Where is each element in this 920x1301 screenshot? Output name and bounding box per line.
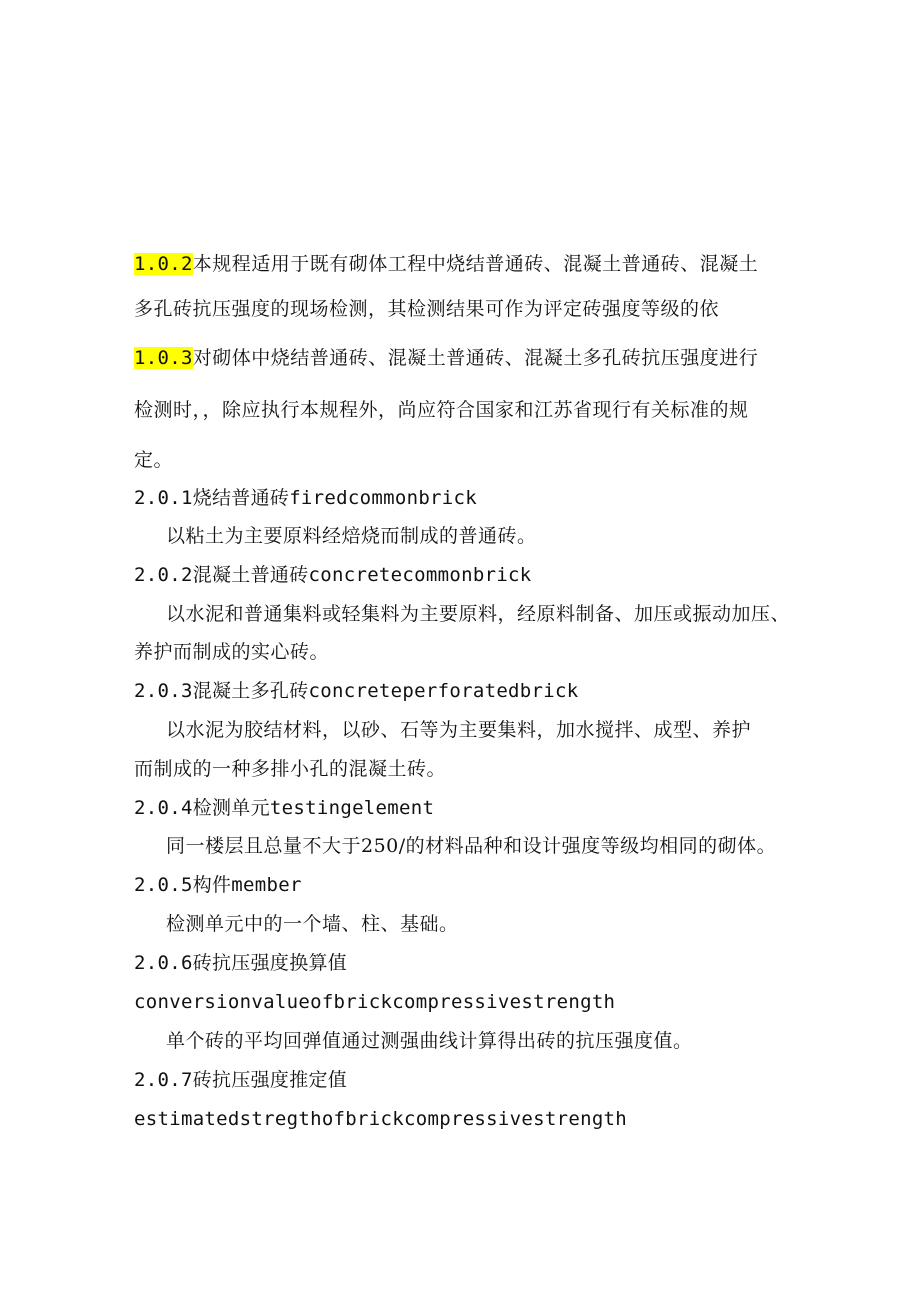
- clause-1-0-3-line-2: 检测时，，除应执行本规程外，尚应符合国家和江苏省现行有关标准的规: [134, 399, 749, 421]
- term-heading: 2.0.2混凝土普通砖concretecommonbrick: [134, 564, 532, 586]
- clause-text: 对砌体中烧结普通砖、混凝土普通砖、混凝土多孔砖抗压强度进行: [192, 347, 759, 369]
- term-definition: 以粘土为主要原料经焙烧而制成的普通砖。: [166, 525, 537, 547]
- term-definition: 以水泥为胶结材料，以砂、石等为主要集料，加水搅拌、成型、养护: [166, 719, 752, 741]
- term-heading: 2.0.3混凝土多孔砖concreteperforatedbrick: [134, 680, 579, 702]
- clause-1-0-3-line-1: [134, 346, 758, 370]
- term-definition: 而制成的一种多排小孔的混凝土砖。: [134, 758, 447, 780]
- term-definition: 以水泥和普通集料或轻集料为主要原料，经原料制备、加压或振动加压、: [166, 603, 791, 625]
- term-heading: 2.0.5构件member: [134, 874, 302, 896]
- clause-1-0-2-line-1: [134, 252, 758, 276]
- term-heading: 2.0.7砖抗压强度推定值: [134, 1069, 348, 1091]
- term-definition: 检测单元中的一个墙、柱、基础。: [166, 913, 459, 935]
- term-heading: 2.0.4检测单元testingelement: [134, 797, 435, 819]
- clause-number-highlight: 1.0.3: [134, 347, 193, 369]
- term-definition: 同一楼层且总量不大于250/的材料品种和设计强度等级均相同的砌体。: [166, 835, 777, 857]
- term-heading-english: estimatedstregthofbrickcompressivestrength: [134, 1108, 628, 1130]
- term-definition: 单个砖的平均回弹值通过测强曲线计算得出砖的抗压强度值。: [166, 1030, 693, 1052]
- term-heading-english: conversionvalueofbrickcompressivestrength: [134, 991, 616, 1013]
- clause-1-0-2-line-2: 多孔砖抗压强度的现场检测，其检测结果可作为评定砖强度等级的依: [134, 298, 720, 320]
- clause-text: 本规程适用于既有砌体工程中烧结普通砖、混凝土普通砖、混凝土: [192, 253, 759, 275]
- term-heading: 2.0.1烧结普通砖firedcommonbrick: [134, 487, 478, 509]
- clause-number-highlight: 1.0.2: [134, 253, 193, 275]
- term-definition: 养护而制成的实心砖。: [134, 641, 330, 663]
- clause-1-0-3-line-3: 定。: [134, 449, 174, 471]
- term-heading: 2.0.6砖抗压强度换算值: [134, 952, 348, 974]
